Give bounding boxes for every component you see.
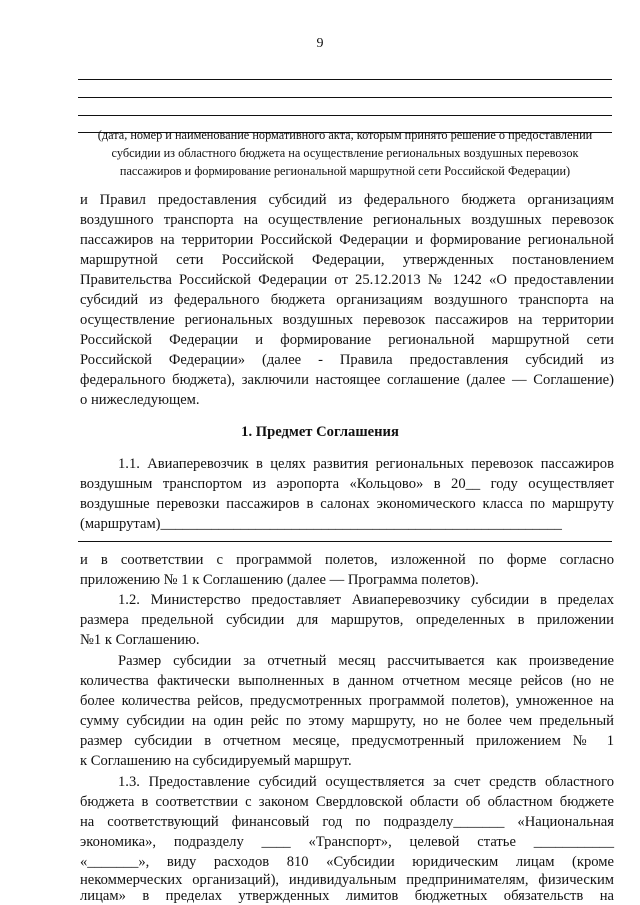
intro-line: Российской Федерации» (далее - Правила предоставления субсидий из xyxy=(80,352,614,368)
clause-1-3-line: бюджета в соответствии с законом Свердловской области об областном бюджете xyxy=(80,794,614,810)
intro-line: Правительства Российской Федерации от 25.12.2013 № 1242 «О предоставлении xyxy=(80,272,614,288)
clause-1-1-line: 1.1. Авиаперевозчик в целях развития региональных перевозок пассажиров xyxy=(118,456,614,472)
field-caption xyxy=(80,126,610,180)
route-blank-line: (маршрутам)_______________________________________________________ xyxy=(80,516,562,532)
subsidy-size-line: Размер субсидии за отчетный месяц рассчитывается как произведение xyxy=(118,653,614,669)
clause-1-3-line: лицам» в пределах утвержденных лимитов бюджетных обязательств на xyxy=(80,888,614,904)
clause-1-1-line: и в соответствии с программой полетов, изложенной по форме согласно xyxy=(80,552,614,568)
subsidy-size-line: более количества рейсов, предусмотренных программой полетов), умноженное на xyxy=(80,693,614,709)
intro-line: маршрутной сети Российской Федерации, утвержденных постановлением xyxy=(80,252,614,268)
clause-1-1-line: приложению № 1 к Соглашению (далее — Программа полетов). xyxy=(80,572,479,588)
clause-1-2-line: №1 к Соглашению. xyxy=(80,632,200,648)
caption-line: (дата, номер и наименование нормативного акта, которым принято решение о предоставлении xyxy=(97,128,593,142)
subsidy-size-line: к Соглашению на субсидируемый маршрут. xyxy=(80,753,352,769)
clause-1-3-line: 1.3. Предоставление субсидий осуществляется за счет средств областного xyxy=(118,774,614,790)
blank-rule xyxy=(78,115,612,116)
clause-1-3-line: экономика», подразделу ____ «Транспорт», целевой статье ___________ xyxy=(80,834,614,850)
intro-line: субсидий из федерального бюджета организациям воздушного транспорта на xyxy=(80,292,614,308)
clause-1-1-line: воздушные перевозки пассажиров в салонах экономического класса по маршруту xyxy=(80,496,614,512)
blank-rule xyxy=(78,97,612,98)
subsidy-size-line: размер субсидии в отчетном месяце, предусмотренный приложением № 1 xyxy=(80,733,614,749)
subsidy-size-line: сумму субсидии на один рейс по этому маршруту, но не более чем предельный xyxy=(80,713,614,729)
clause-1-2-line: размера предельной субсидии для маршрутов, определенных в приложении xyxy=(80,612,614,628)
intro-line: Российской Федерации и формирование региональной маршрутной сети xyxy=(80,332,614,348)
clause-1-2-line: 1.2. Министерство предоставляет Авиаперевозчику субсидии в пределах xyxy=(118,592,614,608)
caption-line: пассажиров и формирование региональной маршрутной сети Российской Федерации) xyxy=(119,164,571,178)
blank-rule xyxy=(78,79,612,80)
intro-line: воздушного транспорта на осуществление региональных воздушных перевозок xyxy=(80,212,614,228)
intro-line: и Правил предоставления субсидий из федерального бюджета организациям xyxy=(80,192,614,208)
intro-line: о нижеследующем. xyxy=(80,392,200,408)
intro-line: осуществление региональных воздушных перевозок пассажиров на территории xyxy=(80,312,614,328)
clause-1-1-line: воздушным транспортом из аэропорта «Кольцово» в 20__ году осуществляет xyxy=(80,476,614,492)
intro-line: пассажиров на территории Российской Федерации и формирование региональной xyxy=(80,232,614,248)
blank-rule xyxy=(78,541,612,542)
section-heading: 1. Предмет Соглашения xyxy=(241,424,399,440)
subsidy-size-line: количества фактически выполненных в данном отчетном месяце рейсов (но не xyxy=(80,673,614,689)
clause-1-3-line: на соответствующий финансовый год по подразделу_______ «Национальная xyxy=(80,814,614,830)
clause-1-3-line: некоммерческих организаций), индивидуальным предпринимателям, физическим xyxy=(80,872,614,888)
clause-1-3-line: «_______», виду расходов 810 «Субсидии юридическим лицам (кроме xyxy=(80,854,614,870)
caption-line: субсидии из областного бюджета на осуществление региональных воздушных перевозок xyxy=(111,146,579,160)
intro-line: федерального бюджета), заключили настоящее соглашение (далее — Соглашение) xyxy=(80,372,614,388)
page-number: 9 xyxy=(316,36,324,51)
